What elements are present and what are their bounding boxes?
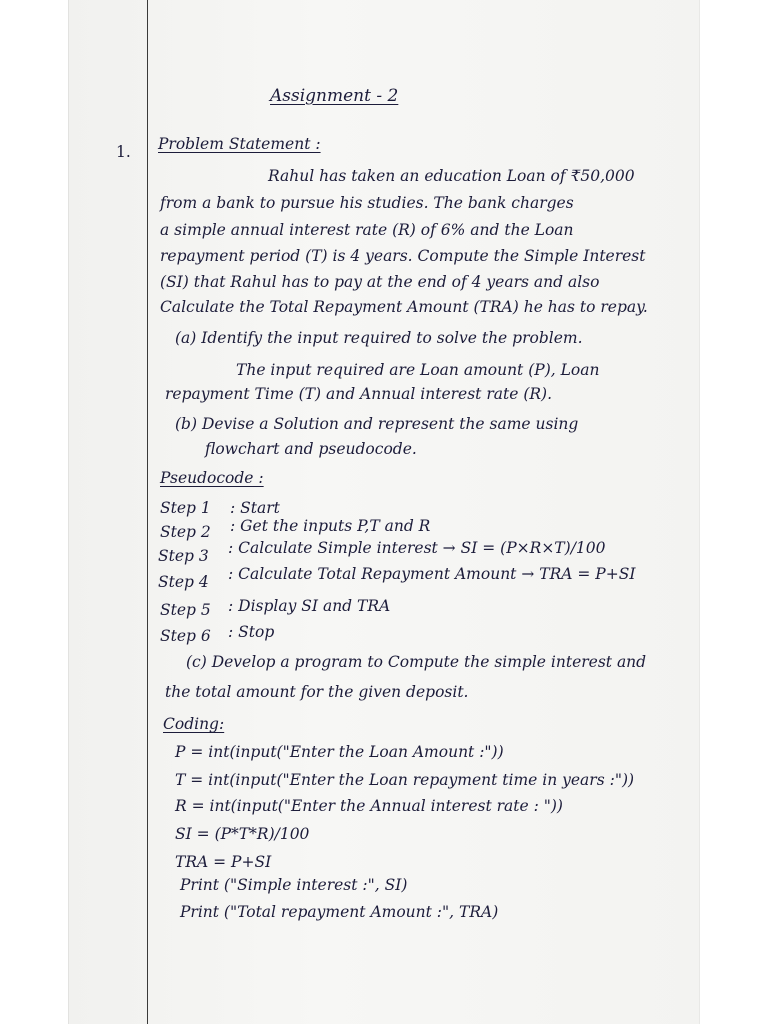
part-b-question-line: (b) Devise a Solution and represent the same using	[175, 415, 579, 433]
part-a-answer-line: The input required are Loan amount (P), Loan	[236, 361, 600, 379]
problem-line: (SI) that Rahul has to pay at the end of 4 years and also	[160, 273, 600, 291]
problem-line: from a bank to pursue his studies. The bank charges	[160, 194, 574, 212]
step-text: : Stop	[228, 623, 275, 641]
problem-line: repayment period (T) is 4 years. Compute the Simple Interest	[160, 247, 646, 265]
problem-line: Calculate the Total Repayment Amount (TRA) he has to repay.	[160, 298, 648, 316]
step-label: Step 4	[158, 573, 209, 591]
step-label: Step 5	[160, 601, 211, 619]
part-a-question: (a) Identify the input required to solve the problem.	[175, 329, 583, 347]
step-text: : Get the inputs P,T and R	[230, 517, 431, 535]
part-b-question-line: flowchart and pseudocode.	[205, 440, 417, 458]
code-line: R = int(input("Enter the Annual interest rate : "))	[175, 797, 563, 815]
code-line: Print ("Total repayment Amount :", TRA)	[180, 903, 499, 921]
margin-line	[147, 0, 148, 1024]
problem-heading: Problem Statement :	[158, 135, 321, 153]
problem-line: a simple annual interest rate (R) of 6% and the Loan	[160, 221, 574, 239]
pseudocode-heading: Pseudocode :	[160, 469, 264, 487]
code-line: T = int(input("Enter the Loan repayment time in years :"))	[175, 771, 635, 789]
step-label: Step 2	[160, 523, 211, 541]
problem-line: Rahul has taken an education Loan of ₹50,000	[268, 167, 635, 185]
step-text: : Calculate Simple interest → SI = (P×R×T)/100	[228, 539, 606, 557]
part-c-question-line: the total amount for the given deposit.	[165, 683, 469, 701]
step-label: Step 3	[158, 547, 209, 565]
step-label: Step 6	[160, 627, 211, 645]
code-line: TRA = P+SI	[175, 853, 272, 871]
step-label: Step 1	[160, 499, 211, 517]
code-line: SI = (P*T*R)/100	[175, 825, 310, 843]
coding-heading: Coding:	[163, 715, 225, 733]
step-text: : Start	[230, 499, 280, 517]
page-title: Assignment - 2	[270, 86, 399, 106]
step-text: : Calculate Total Repayment Amount → TRA = P+SI	[228, 565, 636, 583]
code-line: Print ("Simple interest :", SI)	[180, 876, 408, 894]
part-a-answer-line: repayment Time (T) and Annual interest rate (R).	[165, 385, 553, 403]
step-text: : Display SI and TRA	[228, 597, 391, 615]
code-line: P = int(input("Enter the Loan Amount :"))	[175, 743, 504, 761]
part-c-question-line: (c) Develop a program to Compute the simple interest and	[186, 653, 647, 671]
question-number: 1.	[116, 143, 131, 161]
